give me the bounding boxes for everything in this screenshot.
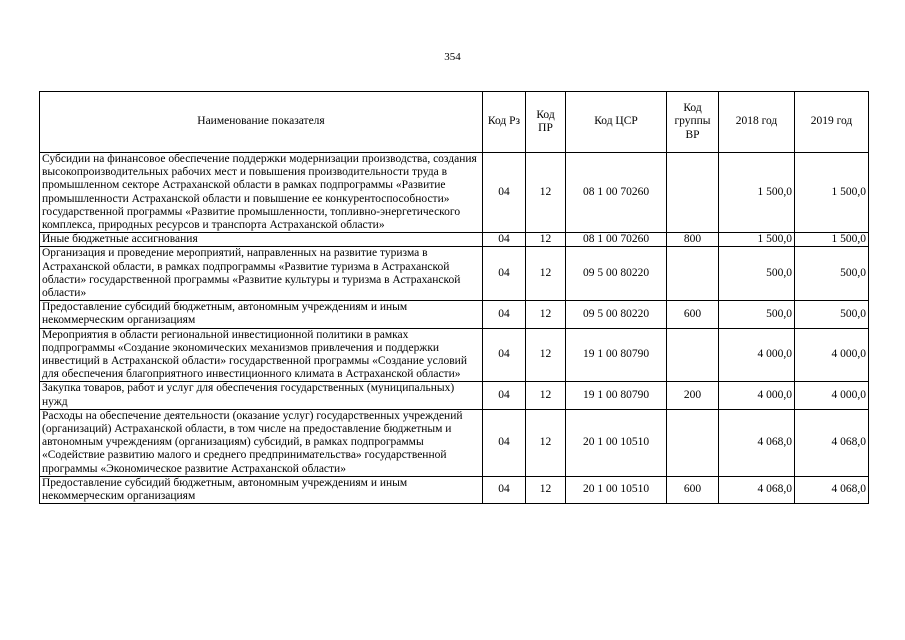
row-csr: 09 5 00 80220: [566, 247, 667, 301]
row-pr: 12: [526, 476, 566, 503]
row-pr: 12: [526, 301, 566, 328]
row-name: Предоставление субсидий бюджетным, автономным учреждениям и иным некоммерческим организациям: [40, 301, 483, 328]
row-2019: 4 000,0: [795, 328, 869, 382]
row-vr: [667, 328, 719, 382]
page-number: 354: [444, 51, 461, 63]
row-rz: 04: [483, 247, 526, 301]
row-rz: 04: [483, 409, 526, 476]
header-2018: 2018 год: [719, 92, 795, 153]
row-name: Предоставление субсидий бюджетным, автономным учреждениям и иным некоммерческим организациям: [40, 476, 483, 503]
row-2019: 4 000,0: [795, 382, 869, 409]
header-rz: Код Рз: [483, 92, 526, 153]
row-vr: 800: [667, 233, 719, 247]
row-csr: 08 1 00 70260: [566, 153, 667, 233]
row-vr: [667, 409, 719, 476]
row-csr: 19 1 00 80790: [566, 328, 667, 382]
row-vr: [667, 153, 719, 233]
row-name: Организация и проведение мероприятий, направленных на развитие туризма в Астраханской области, в рамках подпрограммы «Развитие туризма в Астраханской области» государственной программы «Развитие культуры и туризма в Астраханской области»: [40, 247, 483, 301]
row-pr: 12: [526, 382, 566, 409]
table-row: [40, 301, 869, 328]
row-2018: 4 000,0: [719, 328, 795, 382]
row-name: Мероприятия в области региональной инвестиционной политики в рамках подпрограммы «Создание экономических механизмов привлечения и поддержки инвестиций в Астраханской области» государственной программы «Создание условий для обеспечения благоприятного инвестиционного климата в Астраханской области»: [40, 328, 483, 382]
row-pr: 12: [526, 233, 566, 247]
table-row: [40, 382, 869, 409]
row-2019: 4 068,0: [795, 476, 869, 503]
row-2018: 4 068,0: [719, 409, 795, 476]
row-2019: 1 500,0: [795, 233, 869, 247]
header-vr: Код группы ВР: [667, 92, 719, 153]
row-csr: 08 1 00 70260: [566, 233, 667, 247]
row-2019: 500,0: [795, 247, 869, 301]
header-pr: Код ПР: [526, 92, 566, 153]
row-pr: 12: [526, 247, 566, 301]
header-csr: Код ЦСР: [566, 92, 667, 153]
row-2018: 500,0: [719, 247, 795, 301]
row-2018: 1 500,0: [719, 153, 795, 233]
row-2018: 500,0: [719, 301, 795, 328]
row-pr: 12: [526, 328, 566, 382]
row-2018: 1 500,0: [719, 233, 795, 247]
table-row: [40, 409, 869, 476]
row-rz: 04: [483, 233, 526, 247]
row-name: Закупка товаров, работ и услуг для обеспечения государственных (муниципальных) нужд: [40, 382, 483, 409]
row-name: Расходы на обеспечение деятельности (оказание услуг) государственных учреждений (организаций) Астраханской области, в том числе на предоставление бюджетным и автономным учреждениям (организациям) субсидий, в рамках подпрограммы «Содействие развитию малого и среднего предпринимательства» государственной программы «Экономическое развитие Астраханской области»: [40, 409, 483, 476]
row-name: Иные бюджетные ассигнования: [40, 233, 483, 247]
row-rz: 04: [483, 153, 526, 233]
row-csr: 20 1 00 10510: [566, 409, 667, 476]
table-row: [40, 328, 869, 382]
row-name: Субсидии на финансовое обеспечение поддержки модернизации производства, создания высокопроизводительных рабочих мест и повышения производительности труда в промышленном секторе Астраханской области в рамках подпрограммы «Развитие промышленности Астраханской области и повышение ее конкурентоспособности» государственной программы «Развитие промышленности, топливно-энергетического комплекса, природных ресурсов и транспорта Астраханской области»: [40, 153, 483, 233]
header-2019: 2019 год: [795, 92, 869, 153]
row-rz: 04: [483, 476, 526, 503]
row-vr: 600: [667, 301, 719, 328]
row-rz: 04: [483, 301, 526, 328]
row-2019: 4 068,0: [795, 409, 869, 476]
row-2018: 4 000,0: [719, 382, 795, 409]
table-row: [40, 153, 869, 233]
header-name: Наименование показателя: [40, 92, 483, 153]
row-vr: 200: [667, 382, 719, 409]
row-rz: 04: [483, 382, 526, 409]
row-rz: 04: [483, 328, 526, 382]
row-2019: 500,0: [795, 301, 869, 328]
row-pr: 12: [526, 153, 566, 233]
row-vr: [667, 247, 719, 301]
table-row: [40, 233, 869, 247]
row-pr: 12: [526, 409, 566, 476]
budget-table: [39, 91, 869, 504]
row-vr: 600: [667, 476, 719, 503]
table-row: [40, 476, 869, 503]
header-row: [40, 92, 869, 153]
row-csr: 09 5 00 80220: [566, 301, 667, 328]
row-csr: 20 1 00 10510: [566, 476, 667, 503]
row-csr: 19 1 00 80790: [566, 382, 667, 409]
row-2019: 1 500,0: [795, 153, 869, 233]
row-2018: 4 068,0: [719, 476, 795, 503]
table-row: [40, 247, 869, 301]
